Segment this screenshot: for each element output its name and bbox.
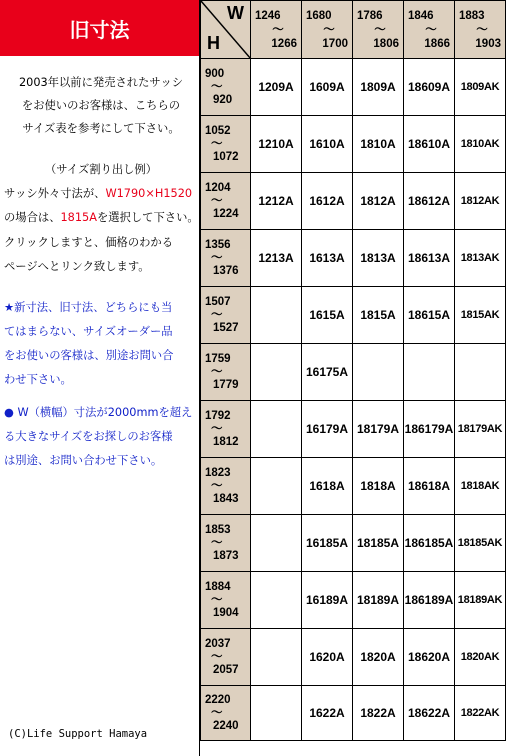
width-range-header [302, 1, 353, 59]
table-row [201, 59, 506, 116]
range-tilde: ～ [211, 308, 223, 321]
range-tilde: ～ [211, 137, 223, 150]
note-line: は別途、お問い合わせ下さい。 [4, 454, 163, 467]
size-code-link[interactable]: 1810AK [455, 116, 506, 173]
size-code-link[interactable]: 18609A [404, 59, 455, 116]
size-code-link[interactable]: 18613A [404, 230, 455, 287]
size-code-link[interactable]: 1809AK [455, 59, 506, 116]
size-code-link[interactable]: 1613A [302, 230, 353, 287]
range-to: 1806 [373, 37, 399, 50]
table-row [201, 515, 506, 572]
height-range-header [201, 230, 251, 287]
intro-line: 2003年以前に発売されたサッシ [18, 76, 184, 89]
table-row [201, 401, 506, 458]
range-from: 1759 [205, 352, 231, 365]
size-code-link[interactable]: 1212A [251, 173, 302, 230]
width-range-header [251, 1, 302, 59]
range-to: 1866 [424, 37, 450, 50]
height-range-header [201, 287, 251, 344]
empty-cell [455, 344, 506, 401]
example-line: ページへとリンク致します。 [4, 260, 150, 273]
width-range-header [404, 1, 455, 59]
info-panel [0, 0, 200, 756]
size-table [200, 0, 506, 741]
size-code-link[interactable]: 18610A [404, 116, 455, 173]
range-tilde: ～ [211, 650, 223, 663]
size-code-link[interactable]: 1812A [353, 173, 404, 230]
table-row [201, 629, 506, 686]
height-range-header [201, 116, 251, 173]
example-text: サッシ外々寸法が、 [4, 187, 106, 200]
size-code-link[interactable]: 1622A [302, 686, 353, 741]
page-title: 旧寸法 [0, 0, 199, 56]
range-tilde: ～ [211, 80, 223, 93]
table-row [201, 686, 506, 741]
example-heading: （サイズ割り出し例） [44, 163, 158, 176]
width-range-header [455, 1, 506, 59]
example-text: の場合は、 [4, 211, 61, 224]
height-range-header [201, 515, 251, 572]
range-tilde: ～ [476, 23, 488, 36]
empty-cell [404, 344, 455, 401]
size-code-link[interactable]: 1615A [302, 287, 353, 344]
size-code-link[interactable]: 1812AK [455, 173, 506, 230]
range-from: 1846 [408, 9, 434, 22]
range-tilde: ～ [211, 706, 223, 719]
size-code-link[interactable]: 18189AK [455, 572, 506, 629]
range-to: 1904 [213, 606, 239, 619]
range-from: 1246 [255, 9, 281, 22]
size-code-link[interactable]: 16185A [302, 515, 353, 572]
range-block [404, 9, 454, 51]
size-code-link[interactable]: 18612A [404, 173, 455, 230]
size-code-link[interactable]: 1610A [302, 116, 353, 173]
height-range-header [201, 173, 251, 230]
height-axis-label: H [207, 33, 220, 53]
note-line: る大きなサイズをお探しのお客様 [4, 430, 173, 443]
size-code-link[interactable]: 1822A [353, 686, 404, 741]
corner-cell [201, 1, 251, 59]
range-tilde: ～ [211, 194, 223, 207]
range-to: 1224 [213, 207, 239, 220]
size-code-link[interactable]: 18185A [353, 515, 404, 572]
height-range-header [201, 59, 251, 116]
empty-cell [251, 458, 302, 515]
size-code-link[interactable]: 18189A [353, 572, 404, 629]
width-axis-label: W [227, 3, 244, 23]
empty-cell [251, 401, 302, 458]
range-to: 1527 [213, 321, 239, 334]
size-code-link[interactable]: 18615A [404, 287, 455, 344]
example-line [4, 182, 198, 205]
range-from: 900 [205, 67, 225, 80]
table-row [201, 458, 506, 515]
size-code-link[interactable]: 1822AK [455, 686, 506, 741]
empty-cell [251, 287, 302, 344]
size-code-link[interactable]: 1810A [353, 116, 404, 173]
size-code-link[interactable]: 16179A [302, 401, 353, 458]
height-range-header [201, 458, 251, 515]
table-row [201, 173, 506, 230]
example-line [4, 206, 198, 229]
range-tilde: ～ [211, 479, 223, 492]
size-code-link[interactable]: 18620A [404, 629, 455, 686]
size-code-link[interactable]: 1815AK [455, 287, 506, 344]
intro-line: をお使いのお客様は、こちらの [21, 99, 181, 112]
range-from: 1680 [306, 9, 332, 22]
size-code-link[interactable]: 1210A [251, 116, 302, 173]
height-range-header [201, 629, 251, 686]
size-code-link[interactable]: 186185A [404, 515, 455, 572]
empty-cell [251, 515, 302, 572]
height-range-header [201, 686, 251, 741]
example-size-value: W1790×H1520 [105, 187, 193, 200]
range-block [353, 9, 403, 51]
table-row [201, 230, 506, 287]
note-line: わせ下さい。 [4, 373, 72, 386]
size-grid [200, 0, 506, 741]
size-code-link[interactable]: 1818A [353, 458, 404, 515]
range-tilde: ～ [272, 23, 284, 36]
range-to: 920 [213, 93, 233, 106]
size-code-link[interactable]: 18185AK [455, 515, 506, 572]
note-line: をお使いの客様は、別途お問い合 [4, 349, 174, 362]
range-from: 1356 [205, 238, 231, 251]
size-code-link[interactable]: 1815A [353, 287, 404, 344]
range-to: 2240 [213, 719, 239, 732]
range-block [251, 9, 301, 51]
size-code-link[interactable]: 18622A [404, 686, 455, 741]
range-to: 1812 [213, 435, 239, 448]
size-code-link[interactable]: 18179AK [455, 401, 506, 458]
range-to: 1873 [213, 549, 239, 562]
empty-cell [353, 344, 404, 401]
range-tilde: ～ [211, 365, 223, 378]
table-row [201, 116, 506, 173]
range-from: 1883 [459, 9, 485, 22]
size-code-link[interactable]: 186179A [404, 401, 455, 458]
range-to: 1266 [271, 37, 297, 50]
size-code-link[interactable]: 1818AK [455, 458, 506, 515]
range-from: 1792 [205, 409, 231, 422]
range-block [455, 9, 505, 51]
size-code-link[interactable]: 1809A [353, 59, 404, 116]
size-code-link[interactable]: 1618A [302, 458, 353, 515]
height-range-header [201, 572, 251, 629]
height-range-header [201, 344, 251, 401]
range-to: 1700 [322, 37, 348, 50]
range-to: 1903 [475, 37, 501, 50]
empty-cell [251, 572, 302, 629]
range-from: 1786 [357, 9, 383, 22]
width-range-header [353, 1, 404, 59]
range-tilde: ～ [211, 536, 223, 549]
range-to: 1376 [213, 264, 239, 277]
note-line: てはまらない、サイズオーダー品 [4, 325, 173, 338]
range-tilde: ～ [211, 251, 223, 264]
range-from: 1052 [205, 124, 231, 137]
copyright-credit: (C)Life Support Hamaya [8, 728, 148, 740]
range-tilde: ～ [323, 23, 335, 36]
size-code-link[interactable]: 186189A [404, 572, 455, 629]
example-code-value: 1815A [60, 211, 97, 224]
size-code-link[interactable]: 1612A [302, 173, 353, 230]
example-text: を選択して下さい。 [96, 211, 199, 224]
range-to: 2057 [213, 663, 239, 676]
range-from: 1853 [205, 523, 231, 536]
intro-line: サイズ表を参考にして下さい。 [22, 122, 180, 135]
range-from: 2037 [205, 637, 231, 650]
size-code-link[interactable]: 1213A [251, 230, 302, 287]
empty-cell [251, 344, 302, 401]
range-block [302, 9, 352, 51]
size-code-link[interactable]: 16175A [302, 344, 353, 401]
note-line: ● W（横幅）寸法が2000mmを超え [4, 406, 193, 419]
size-code-link[interactable]: 18179A [353, 401, 404, 458]
range-to: 1843 [213, 492, 239, 505]
empty-cell [251, 686, 302, 741]
table-row [201, 572, 506, 629]
size-code-link[interactable]: 1209A [251, 59, 302, 116]
range-from: 2220 [205, 693, 231, 706]
height-range-header [201, 401, 251, 458]
note-line: ★新寸法、旧寸法、どちらにも当 [4, 301, 173, 314]
size-code-link[interactable]: 1620A [302, 629, 353, 686]
range-from: 1823 [205, 466, 231, 479]
range-from: 1204 [205, 181, 231, 194]
size-code-link[interactable]: 1813AK [455, 230, 506, 287]
size-code-link[interactable]: 1820A [353, 629, 404, 686]
size-code-link[interactable]: 16189A [302, 572, 353, 629]
range-tilde: ～ [425, 23, 437, 36]
size-code-link[interactable]: 1820AK [455, 629, 506, 686]
size-code-link[interactable]: 1813A [353, 230, 404, 287]
empty-cell [251, 629, 302, 686]
range-from: 1507 [205, 295, 231, 308]
range-from: 1884 [205, 580, 231, 593]
range-tilde: ～ [211, 593, 223, 606]
table-row [201, 344, 506, 401]
header-row [201, 1, 506, 59]
example-line: クリックしますと、価格のわかる [4, 236, 174, 249]
range-tilde: ～ [374, 23, 386, 36]
range-to: 1072 [213, 150, 239, 163]
range-to: 1779 [213, 378, 239, 391]
range-tilde: ～ [211, 422, 223, 435]
table-row [201, 287, 506, 344]
size-code-link[interactable]: 18618A [404, 458, 455, 515]
size-code-link[interactable]: 1609A [302, 59, 353, 116]
